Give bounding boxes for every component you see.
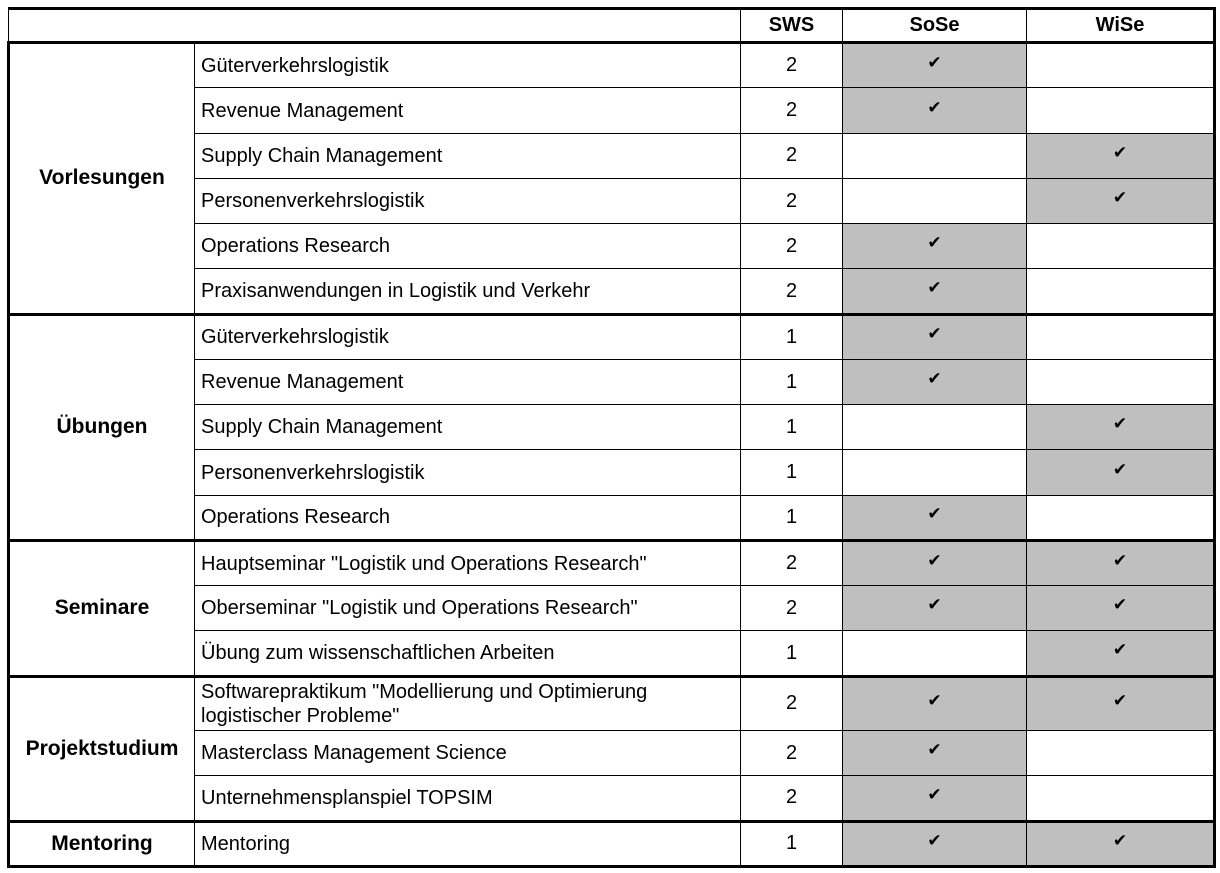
checkmark-icon: ✔ [1112, 142, 1128, 162]
sose-cell [843, 776, 1027, 821]
header-row [9, 9, 1215, 43]
sose-cell [843, 586, 1027, 631]
wise-cell [1027, 178, 1215, 223]
checkmark-icon: ✔ [927, 97, 942, 117]
sws-cell: 2 [741, 43, 843, 88]
checkmark-icon: ✔ [927, 830, 942, 850]
course-name-cell: Softwarepraktikum "Modellierung und Optimierung logistischer Probleme" [195, 676, 741, 730]
checkmark-icon: ✔ [927, 784, 942, 804]
sose-cell [843, 133, 1027, 178]
course-name-cell: Masterclass Management Science [195, 731, 741, 776]
sose-cell [843, 540, 1027, 585]
course-name-cell: Übung zum wissenschaftlichen Arbeiten [195, 631, 741, 676]
course-schedule-table [7, 7, 1216, 868]
category-cell: Projektstudium [9, 676, 195, 821]
course-name-cell: Unternehmensplanspiel TOPSIM [195, 776, 741, 821]
course-name-cell: Operations Research [195, 495, 741, 540]
wise-cell [1027, 88, 1215, 133]
sws-cell: 1 [741, 450, 843, 495]
course-name-cell: Revenue Management [195, 88, 741, 133]
sws-cell: 2 [741, 133, 843, 178]
checkmark-icon: ✔ [927, 324, 942, 344]
wise-cell [1027, 495, 1215, 540]
header-blank-cell [9, 9, 741, 43]
checkmark-icon: ✔ [927, 278, 942, 298]
sose-cell [843, 314, 1027, 359]
checkmark-icon: ✔ [1112, 188, 1128, 208]
sws-cell: 2 [741, 88, 843, 133]
course-name-cell: Güterverkehrslogistik [195, 43, 741, 88]
sose-cell [843, 269, 1027, 314]
sws-cell: 2 [741, 776, 843, 821]
sws-cell: 2 [741, 731, 843, 776]
wise-cell [1027, 359, 1215, 404]
course-name-cell: Praxisanwendungen in Logistik und Verkehr [195, 269, 741, 314]
course-name-cell: Supply Chain Management [195, 133, 741, 178]
wise-cell [1027, 631, 1215, 676]
wise-cell [1027, 676, 1215, 730]
checkmark-icon: ✔ [1112, 595, 1128, 615]
category-cell: Seminare [9, 540, 195, 676]
sose-cell [843, 178, 1027, 223]
course-name-cell: Mentoring [195, 821, 741, 867]
table-row [9, 821, 1215, 867]
checkmark-icon: ✔ [927, 233, 942, 253]
sws-cell: 1 [741, 631, 843, 676]
checkmark-icon: ✔ [927, 52, 942, 72]
wise-cell [1027, 269, 1215, 314]
sws-cell: 2 [741, 269, 843, 314]
sose-cell [843, 88, 1027, 133]
checkmark-icon: ✔ [927, 550, 942, 570]
sws-cell: 2 [741, 540, 843, 585]
sose-cell [843, 359, 1027, 404]
checkmark-icon: ✔ [927, 740, 942, 760]
sws-cell: 1 [741, 821, 843, 867]
wise-cell [1027, 540, 1215, 585]
category-cell: Übungen [9, 314, 195, 540]
wise-cell [1027, 776, 1215, 821]
sws-cell: 1 [741, 314, 843, 359]
course-name-cell: Operations Research [195, 224, 741, 269]
sws-cell: 2 [741, 178, 843, 223]
table-row [9, 540, 1215, 585]
checkmark-icon: ✔ [1112, 640, 1128, 660]
checkmark-icon: ✔ [927, 504, 942, 524]
wise-cell [1027, 133, 1215, 178]
sose-cell [843, 405, 1027, 450]
wise-cell [1027, 405, 1215, 450]
wise-cell [1027, 224, 1215, 269]
sose-cell [843, 821, 1027, 867]
wise-cell [1027, 43, 1215, 88]
table-row [9, 314, 1215, 359]
sws-cell: 1 [741, 405, 843, 450]
checkmark-icon: ✔ [927, 595, 942, 615]
checkmark-icon: ✔ [1112, 550, 1128, 570]
wise-cell [1027, 450, 1215, 495]
checkmark-icon: ✔ [1112, 459, 1128, 479]
header-wise: WiSe [1027, 9, 1215, 43]
sose-cell [843, 731, 1027, 776]
sws-cell: 2 [741, 586, 843, 631]
course-name-cell: Oberseminar "Logistik und Operations Research" [195, 586, 741, 631]
checkmark-icon: ✔ [927, 369, 942, 389]
course-name-cell: Supply Chain Management [195, 405, 741, 450]
sose-cell [843, 43, 1027, 88]
header-sose: SoSe [843, 9, 1027, 43]
checkmark-icon: ✔ [1112, 690, 1128, 710]
wise-cell [1027, 821, 1215, 867]
table-row [9, 43, 1215, 88]
category-cell: Vorlesungen [9, 43, 195, 315]
sws-cell: 1 [741, 495, 843, 540]
course-name-cell: Güterverkehrslogistik [195, 314, 741, 359]
course-name-cell: Personenverkehrslogistik [195, 178, 741, 223]
checkmark-icon: ✔ [1112, 414, 1128, 434]
sose-cell [843, 676, 1027, 730]
sose-cell [843, 631, 1027, 676]
wise-cell [1027, 314, 1215, 359]
category-cell: Mentoring [9, 821, 195, 867]
wise-cell [1027, 731, 1215, 776]
sws-cell: 2 [741, 676, 843, 730]
course-name-cell: Revenue Management [195, 359, 741, 404]
sose-cell [843, 450, 1027, 495]
checkmark-icon: ✔ [927, 690, 942, 710]
checkmark-icon: ✔ [1112, 830, 1128, 850]
sose-cell [843, 495, 1027, 540]
course-name-cell: Personenverkehrslogistik [195, 450, 741, 495]
header-sws: SWS [741, 9, 843, 43]
sws-cell: 1 [741, 359, 843, 404]
wise-cell [1027, 586, 1215, 631]
table-row [9, 676, 1215, 730]
sose-cell [843, 224, 1027, 269]
course-name-cell: Hauptseminar "Logistik und Operations Research" [195, 540, 741, 585]
sws-cell: 2 [741, 224, 843, 269]
